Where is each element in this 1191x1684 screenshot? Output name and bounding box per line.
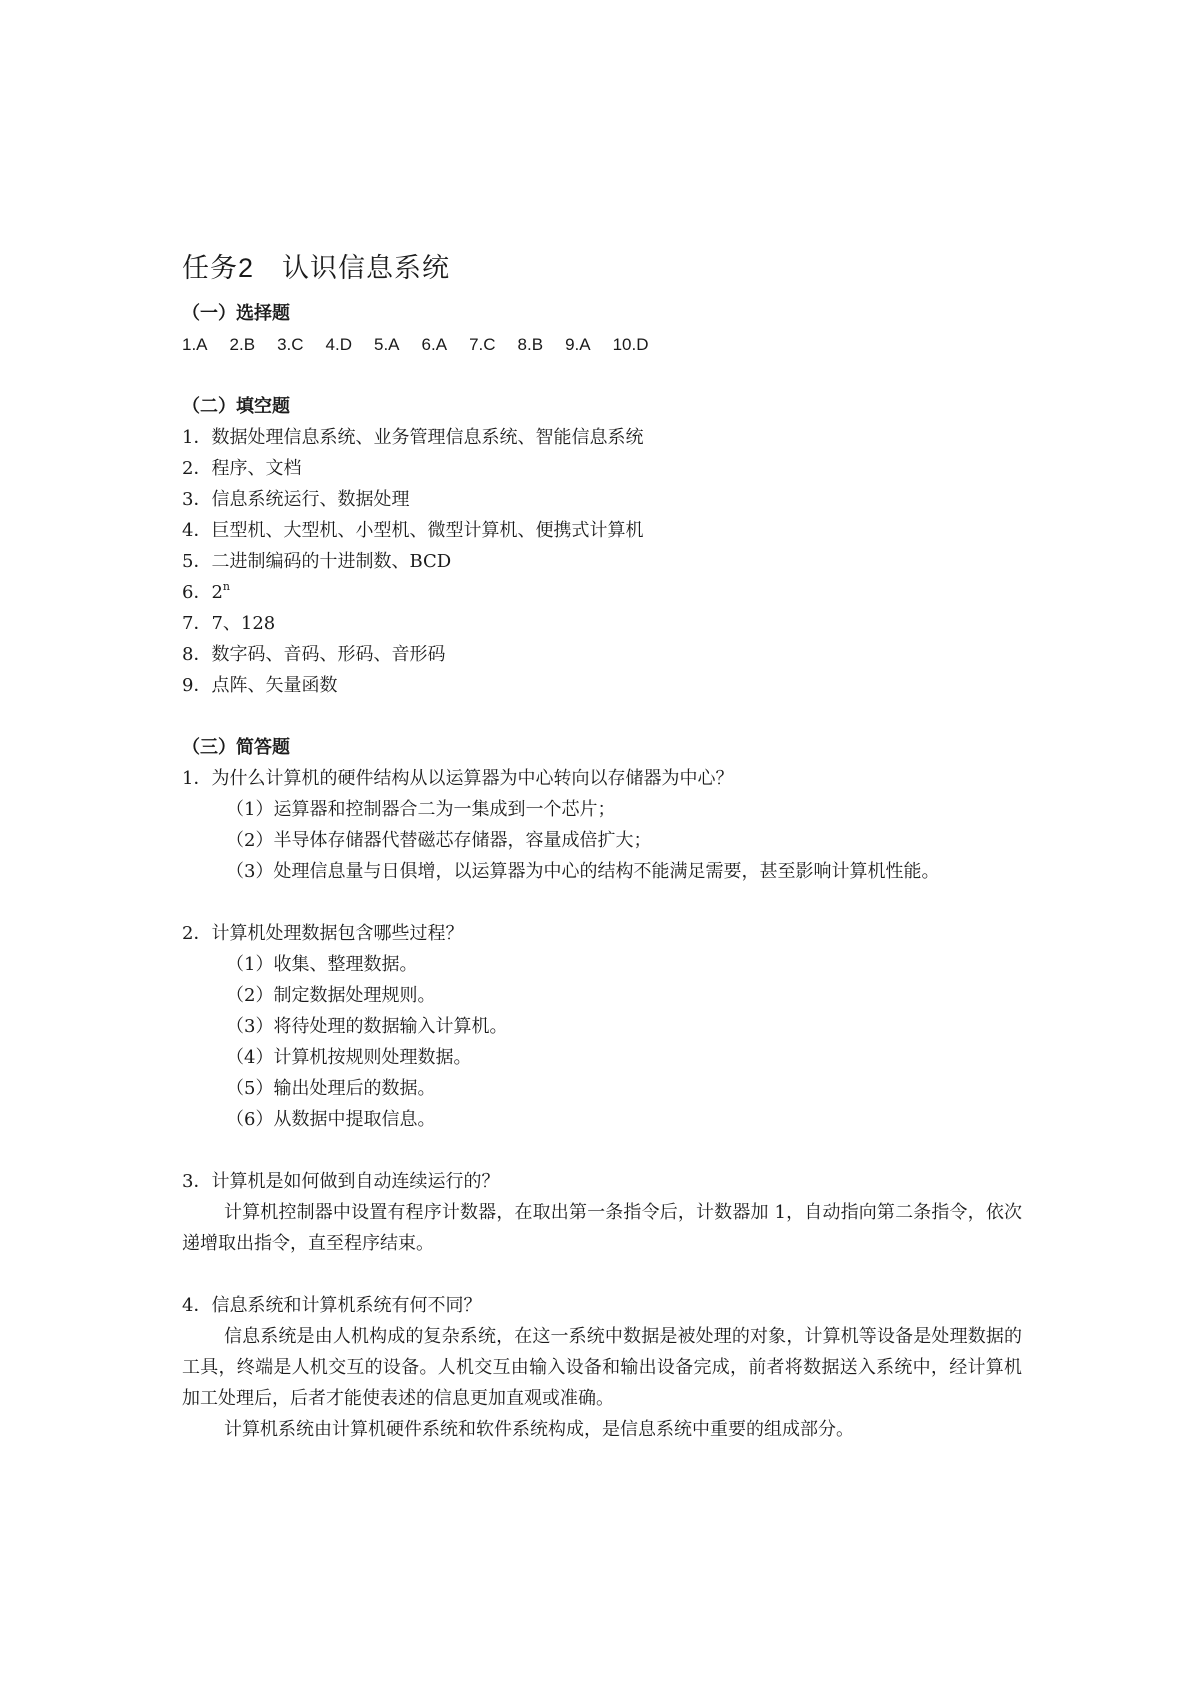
fill-item: 3．信息系统运行、数据处理 [182,489,410,510]
answer-point: （1）收集、整理数据。 [226,954,418,975]
answer-point: （2）半导体存储器代替磁芯存储器，容量成倍扩大； [226,830,652,851]
answer-item: 6.A [421,335,448,354]
fill-item: 7．7、128 [182,613,276,634]
section-heading-short-answer: （三）简答题 [182,737,290,758]
answer-item: 1.A [182,335,208,354]
answer-point: （2）制定数据处理规则。 [226,985,436,1006]
section-heading-fill: （二）填空题 [182,396,290,417]
fill-item: 5．二进制编码的十进制数、BCD [182,551,452,572]
answer-item: 3.C [277,335,304,354]
answer-item: 8.B [517,335,544,354]
answer-item: 9.A [565,335,591,354]
answer-item: 10.D [612,335,649,354]
page-title [182,248,1022,289]
fill-item [182,577,1022,608]
choice-answers [182,329,1022,360]
answer-item: 7.C [469,335,496,354]
fill-item: 1．数据处理信息系统、业务管理信息系统、智能信息系统 [182,427,644,448]
answer-point: （4）计算机按规则处理数据。 [226,1047,472,1068]
answer-point: （3）将待处理的数据输入计算机。 [226,1016,508,1037]
question-4: 4．信息系统和计算机系统有何不同？ [182,1295,482,1316]
fill-item: 8．数字码、音码、形码、音形码 [182,644,446,665]
fill-item: 9．点阵、矢量函数 [182,675,338,696]
answer-paragraph: 信息系统是由人机构成的复杂系统，在这一系统中数据是被处理的对象，计算机等设备是处理数据的工具，终端是人机交互的设备。人机交互由输入设备和输出设备完成，前者将数据送入系统中，经计算机加工处理后，后者才能使表述的信息更加直观或准确。 [182,1326,1022,1409]
answer-point: （3）处理信息量与日俱增，以运算器为中心的结构不能满足需要，甚至影响计算机性能。 [226,861,940,882]
answer-paragraph: 计算机系统由计算机硬件系统和软件系统构成，是信息系统中重要的组成部分。 [224,1419,854,1440]
fill-item: 2．程序、文档 [182,458,302,479]
superscript: n [222,580,230,593]
document-page [182,248,1022,1445]
question-3: 3．计算机是如何做到自动连续运行的？ [182,1171,500,1192]
title-prefix: 任务 [182,253,238,284]
fill-item: 4．巨型机、大型机、小型机、微型计算机、便携式计算机 [182,520,644,541]
title-number: 2 [238,253,255,283]
question-1: 1．为什么计算机的硬件结构从以运算器为中心转向以存储器为中心？ [182,768,734,789]
answer-item: 4.D [325,335,352,354]
title-name: 认识信息系统 [282,253,451,284]
answer-point: （1）运算器和控制器合二为一集成到一个芯片； [226,799,616,820]
answer-paragraph: 计算机控制器中设置有程序计数器，在取出第一条指令后，计数器加 1，自动指向第二条指令，依次递增取出指令，直至程序结束。 [182,1202,1022,1254]
answer-item: 2.B [229,335,256,354]
question-2: 2．计算机处理数据包含哪些过程？ [182,923,464,944]
section-heading-choice: （一）选择题 [182,303,290,324]
fill-item-text: 6．2 [182,582,223,603]
answer-point: （5）输出处理后的数据。 [226,1078,436,1099]
answer-item: 5.A [374,335,400,354]
answer-point: （6）从数据中提取信息。 [226,1109,436,1130]
